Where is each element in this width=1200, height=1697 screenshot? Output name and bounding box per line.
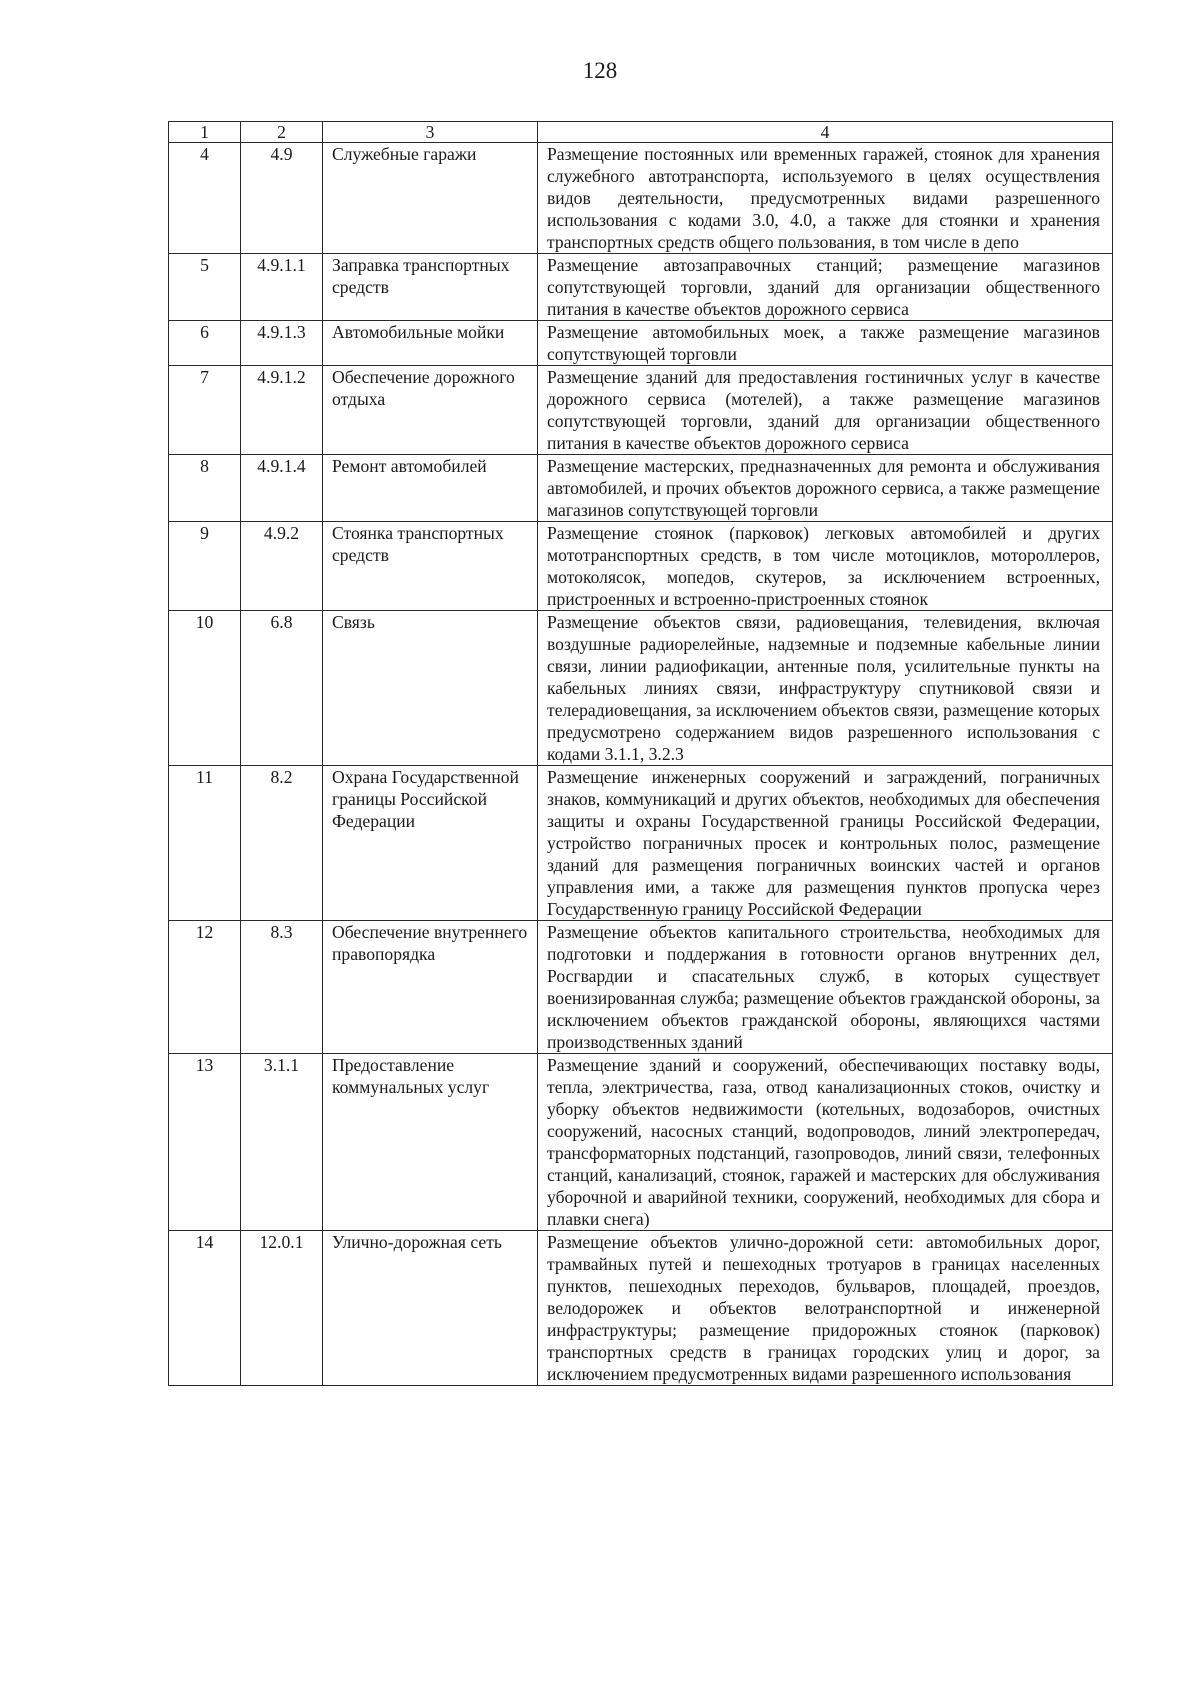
column-header-number: 1: [169, 122, 241, 143]
row-code: 4.9.2: [241, 522, 323, 611]
row-code: 6.8: [241, 611, 323, 766]
row-code: 8.3: [241, 921, 323, 1054]
row-code: 12.0.1: [241, 1231, 323, 1386]
row-name: Служебные гаражи: [323, 143, 538, 254]
row-number: 5: [169, 254, 241, 321]
row-number: 11: [169, 766, 241, 921]
row-number: 10: [169, 611, 241, 766]
row-name: Ремонт автомобилей: [323, 455, 538, 522]
table-row: [169, 1054, 1113, 1231]
table-row: [169, 254, 1113, 321]
row-number: 13: [169, 1054, 241, 1231]
table-header-row: [169, 122, 1113, 143]
row-code: 3.1.1: [241, 1054, 323, 1231]
row-code: 4.9.1.3: [241, 321, 323, 366]
row-description: Размещение автозаправочных станций; размещение магазинов сопутствующей торговли, зданий для организации общественного питания в качестве объектов дорожного сервиса: [538, 254, 1113, 321]
column-header-description: 4: [538, 122, 1113, 143]
row-number: 8: [169, 455, 241, 522]
row-description: Размещение объектов связи, радиовещания, телевидения, включая воздушные радиорелейные, надземные и подземные кабельные линии связи, линии радиофикации, антенные поля, усилительные пункты на кабельных линиях связи, инфраструктуру спутниковой связи и телерадиовещания, за исключением объектов связи, размещение которых предусмотрено содержанием видов разрешенного использования с кодами 3.1.1, 3.2.3: [538, 611, 1113, 766]
row-description: Размещение зданий и сооружений, обеспечивающих поставку воды, тепла, электричества, газа, отвод канализационных стоков, очистку и уборку объектов недвижимости (котельных, водозаборов, очистных сооружений, насосных станций, водопроводов, линий электропередач, трансформаторных подстанций, газопроводов, линий связи, телефонных станций, канализаций, стоянок, гаражей и мастерских для обслуживания уборочной и аварийной техники, сооружений, необходимых для сбора и плавки снега): [538, 1054, 1113, 1231]
land-use-table: [168, 121, 1113, 1386]
row-number: 4: [169, 143, 241, 254]
row-code: 4.9: [241, 143, 323, 254]
row-name: Обеспечение дорожного отдыха: [323, 366, 538, 455]
row-number: 9: [169, 522, 241, 611]
row-name: Стоянка транспортных средств: [323, 522, 538, 611]
row-code: 4.9.1.2: [241, 366, 323, 455]
row-description: Размещение стоянок (парковок) легковых автомобилей и других мототранспортных средств, в том числе мотоциклов, мотороллеров, мотоколясок, мопедов, скутеров, за исключением встроенных, пристроенных и встроенно-пристроенных стоянок: [538, 522, 1113, 611]
row-name: Предоставление коммунальных услуг: [323, 1054, 538, 1231]
table-row: [169, 366, 1113, 455]
row-code: 4.9.1.4: [241, 455, 323, 522]
row-name: Автомобильные мойки: [323, 321, 538, 366]
row-description: Размещение объектов капитального строительства, необходимых для подготовки и поддержания в готовности органов внутренних дел, Росгвардии и спасательных служб, в которых существует военизированная служба; размещение объектов гражданской обороны, за исключением объектов гражданской обороны, являющихся частями производственных зданий: [538, 921, 1113, 1054]
row-name: Обеспечение внутреннего правопорядка: [323, 921, 538, 1054]
column-header-name: 3: [323, 122, 538, 143]
page-number: 128: [582, 58, 618, 83]
row-code: 8.2: [241, 766, 323, 921]
row-name: Заправка транспортных средств: [323, 254, 538, 321]
row-description: Размещение объектов улично-дорожной сети: автомобильных дорог, трамвайных путей и пешеходных тротуаров в границах населенных пунктов, пешеходных переходов, бульваров, площадей, проездов, велодорожек и объектов велотранспортной и инженерной инфраструктуры; размещение придорожных стоянок (парковок) транспортных средств в границах городских улиц и дорог, за исключением предусмотренных видами разрешенного использования: [538, 1231, 1113, 1386]
table-row: [169, 921, 1113, 1054]
row-number: 14: [169, 1231, 241, 1386]
table-row: [169, 143, 1113, 254]
table-row: [169, 522, 1113, 611]
row-number: 12: [169, 921, 241, 1054]
table-row: [169, 766, 1113, 921]
row-description: Размещение автомобильных моек, а также размещение магазинов сопутствующей торговли: [538, 321, 1113, 366]
row-description: Размещение зданий для предоставления гостиничных услуг в качестве дорожного сервиса (мотелей), а также размещение магазинов сопутствующей торговли, зданий для организации общественного питания в качестве объектов дорожного сервиса: [538, 366, 1113, 455]
row-name: Улично-дорожная сеть: [323, 1231, 538, 1386]
row-number: 7: [169, 366, 241, 455]
table-row: [169, 455, 1113, 522]
table-row: [169, 1231, 1113, 1386]
row-code: 4.9.1.1: [241, 254, 323, 321]
column-header-code: 2: [241, 122, 323, 143]
row-description: Размещение мастерских, предназначенных для ремонта и обслуживания автомобилей, и прочих объектов дорожного сервиса, а также размещение магазинов сопутствующей торговли: [538, 455, 1113, 522]
row-name: Охрана Государственной границы Российской Федерации: [323, 766, 538, 921]
row-name: Связь: [323, 611, 538, 766]
table-row: [169, 321, 1113, 366]
row-description: Размещение постоянных или временных гаражей, стоянок для хранения служебного автотранспорта, используемого в целях осуществления видов деятельности, предусмотренных видами разрешенного использования с кодами 3.0, 4.0, а также для стоянки и хранения транспортных средств общего пользования, в том числе в депо: [538, 143, 1113, 254]
table-row: [169, 611, 1113, 766]
row-number: 6: [169, 321, 241, 366]
row-description: Размещение инженерных сооружений и заграждений, пограничных знаков, коммуникаций и других объектов, необходимых для обеспечения защиты и охраны Государственной границы Российской Федерации, устройство пограничных просек и контрольных полос, размещение зданий для размещения пограничных воинских частей и органов управления ими, а также для размещения пунктов пропуска через Государственную границу Российской Федерации: [538, 766, 1113, 921]
